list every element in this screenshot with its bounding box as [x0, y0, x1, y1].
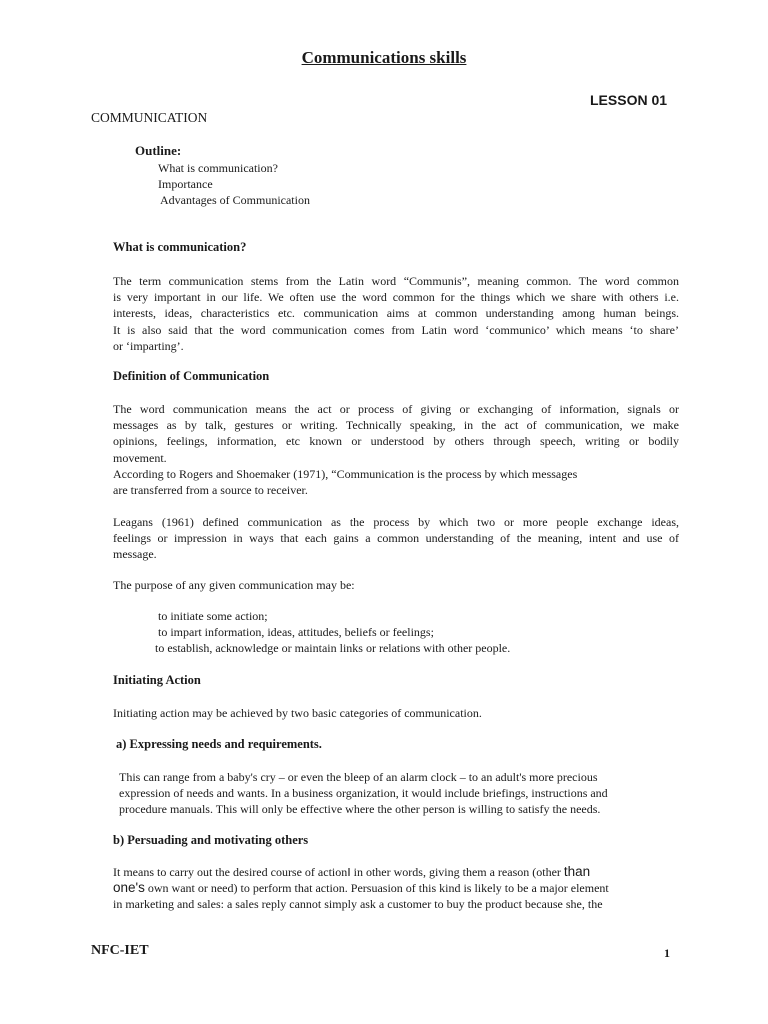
- definition-paragraph: [113, 401, 679, 498]
- purpose-item: to establish, acknowledge or maintain links or relations with other people.: [155, 641, 511, 656]
- page-number: 1: [664, 946, 670, 960]
- section-b-paragraph: [113, 864, 679, 913]
- paragraph-line: is very important in our life. We often use the word common for the things which we share with others i.e.: [113, 290, 679, 305]
- paragraph-line: feelings or impression in ways that each gains a common understanding of the meaning, intent and use of: [113, 531, 679, 546]
- initiating-text: Initiating action may be achieved by two basic categories of communication.: [113, 706, 482, 720]
- paragraph-line: or ‘imparting’.: [113, 338, 184, 353]
- paragraph-line: The term communication stems from the Latin word “Communis”, meaning common. The word common: [113, 274, 679, 288]
- section-a-paragraph: [119, 769, 659, 818]
- section-heading: COMMUNICATION: [91, 110, 208, 125]
- paragraph-line: This can range from a baby's cry – or even the bleep of an alarm clock – to an adult's more precious: [119, 770, 598, 784]
- definition-heading: Definition of Communication: [113, 369, 270, 383]
- document-title: Communications skills: [301, 48, 467, 67]
- purpose-list: [155, 608, 510, 657]
- paragraph-line: procedure manuals. This will only be effective where the other person is willing to satisfy the needs.: [119, 802, 601, 817]
- paragraph-line: expression of needs and wants. In a business organization, it would include briefings, instructions and: [119, 786, 608, 801]
- paragraph-line: are transferred from a source to receiver.: [113, 483, 308, 498]
- outline-heading: Outline:: [135, 143, 182, 158]
- paragraph-line: The word communication means the act or process of giving or exchanging of information, signals or: [113, 402, 679, 416]
- paragraph-line: It is also said that the word communication comes from Latin word ‘communico’ which means ‘to share’: [113, 322, 679, 337]
- paragraph-line: opinions, feelings, information, etc known or understood by others through speech, writing or bodily: [113, 434, 679, 449]
- leagans-paragraph: [113, 514, 679, 563]
- lesson-label: LESSON 01: [590, 92, 668, 108]
- paragraph-line: in marketing and sales: a sales reply cannot simply ask a customer to buy the product because she, the: [113, 897, 603, 912]
- purpose-item: to initiate some action;: [158, 609, 268, 623]
- paragraph-line: According to Rogers and Shoemaker (1971), “Communication is the process by which messages: [113, 466, 578, 481]
- what-is-heading: What is communication?: [113, 240, 247, 254]
- outline-item: Advantages of Communication: [160, 193, 310, 207]
- line-text-large: one's: [113, 880, 145, 896]
- line-text: It means to carry out the desired course of action‖ in other words, giving them a reason (other: [113, 865, 564, 879]
- footer-label: NFC-IET: [91, 943, 149, 958]
- paragraph-line: interests, ideas, characteristics etc. communication aims at common understanding among human beings.: [113, 306, 679, 321]
- outline-item: Importance: [158, 177, 213, 191]
- line-text-large: than: [563, 864, 591, 879]
- section-b-heading: b) Persuading and motivating others: [113, 833, 309, 847]
- initiating-heading: Initiating Action: [113, 673, 201, 687]
- paragraph-line: message.: [113, 547, 157, 562]
- paragraph-line: movement.: [113, 450, 167, 465]
- line-text: own want or need) to perform that action. Persuasion of this kind is likely to be a major element: [144, 881, 609, 896]
- paragraph-line: messages as by talk, gestures or writing. Technically speaking, in the act of communication, we make: [113, 418, 679, 433]
- what-is-paragraph: [113, 273, 679, 354]
- paragraph-line: [113, 880, 679, 896]
- paragraph-line: Leagans (1961) defined communication as the process by which two or more people exchange ideas,: [113, 515, 679, 529]
- section-a-heading: a) Expressing needs and requirements.: [116, 737, 322, 751]
- purpose-intro: The purpose of any given communication may be:: [113, 578, 355, 592]
- outline-item: What is communication?: [158, 161, 278, 175]
- paragraph-line: [113, 864, 679, 880]
- outline-list: [158, 160, 310, 208]
- purpose-item: to impart information, ideas, attitudes, beliefs or feelings;: [158, 625, 434, 640]
